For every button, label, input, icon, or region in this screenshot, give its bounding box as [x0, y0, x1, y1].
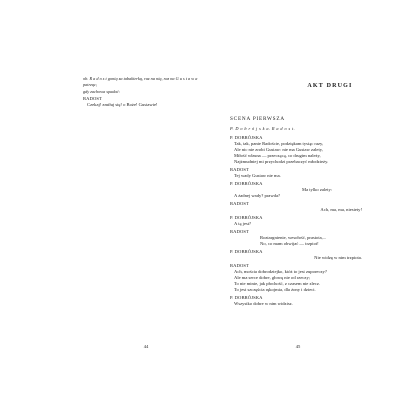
dialogue-line: Nie widzę w nim trzpiota.: [314, 255, 362, 261]
dialogue-line: No, co mam obwijać — trzpiot!: [260, 241, 319, 247]
speaker-name: P. DOBRÓJSKA: [230, 215, 263, 221]
dialogue-line: To nie minie, jak płochość, z czasem nie zlecz.: [234, 281, 321, 287]
stage-direction: gdy zachowa spadać:: [83, 88, 120, 94]
speaker-name: P. DOBRÓJSKA: [230, 181, 263, 187]
dialogue-line: Roztargnienie, wesołość, prastota,...: [260, 235, 327, 241]
speaker-name: P. DOBRÓJSKA: [230, 249, 263, 255]
dialogue-line: Miłość własna — przeczącą, co drugim należy,: [234, 153, 321, 159]
speaker-name: RADOST: [83, 95, 102, 101]
page-number-left: 44: [143, 344, 149, 349]
speaker-name: RADOST: [230, 263, 249, 269]
dialogue-line: Najżmudniej mi przychodzi przebaczyć młodzieży.: [234, 159, 329, 165]
dialogue-line: A tą jest?: [234, 221, 252, 227]
stage-direction: ob. R a d o s t gonią za tabakierką, raz na nią, raz na G u s t a w a patrząc;: [83, 76, 198, 88]
dialogue-line: Tej wady Gustaw nie ma.: [234, 173, 281, 179]
page-number-right: 45: [295, 344, 301, 349]
dialogue-line: Ale ma serce dobre, głowę nie od rzeczy;: [234, 275, 311, 281]
stage-direction: P. D o b r ó j s k a. R a d o s t.: [230, 126, 296, 131]
dialogue-line: Czekaj! zmiłuj się! o Boże! Gustawie!: [87, 101, 158, 107]
dialogue-line: Ach, mościa dobrodziejko, któż to jest zuporeczy?: [234, 269, 327, 275]
scene-title: SCENA PIERWSZA: [230, 116, 285, 122]
speaker-name: RADOST: [230, 229, 249, 235]
dialogue-line: Wszystko dobre w nim widzisz.: [234, 301, 293, 307]
speaker-name: P. DOBRÓJSKA: [230, 295, 263, 301]
dialogue-line: Ma tylko zalety:: [302, 187, 333, 193]
act-title: AKT DRUGI: [307, 83, 353, 89]
dialogue-line: Ale nic nie zrobi Gustaw: nie ma Gustaw zalety,: [234, 147, 323, 153]
dialogue-line: A żadnej wady? prawda?: [234, 193, 281, 199]
speaker-name: RADOST: [230, 201, 249, 207]
dialogue-line: Tak, tak, panie Radoście, podziękam tysiąc razy,: [234, 141, 324, 147]
speaker-name: RADOST: [230, 167, 249, 173]
speaker-name: P. DOBRÓJSKA: [230, 135, 263, 141]
left-text-block: [83, 76, 208, 108]
dialogue-line: To jest szczęścia rękojmia, dla żony i dzieci.: [234, 287, 316, 293]
dialogue-line: Ach, ma, ma, niestety!: [320, 207, 362, 213]
right-text-block: [230, 116, 362, 307]
right-page: [210, 0, 420, 420]
